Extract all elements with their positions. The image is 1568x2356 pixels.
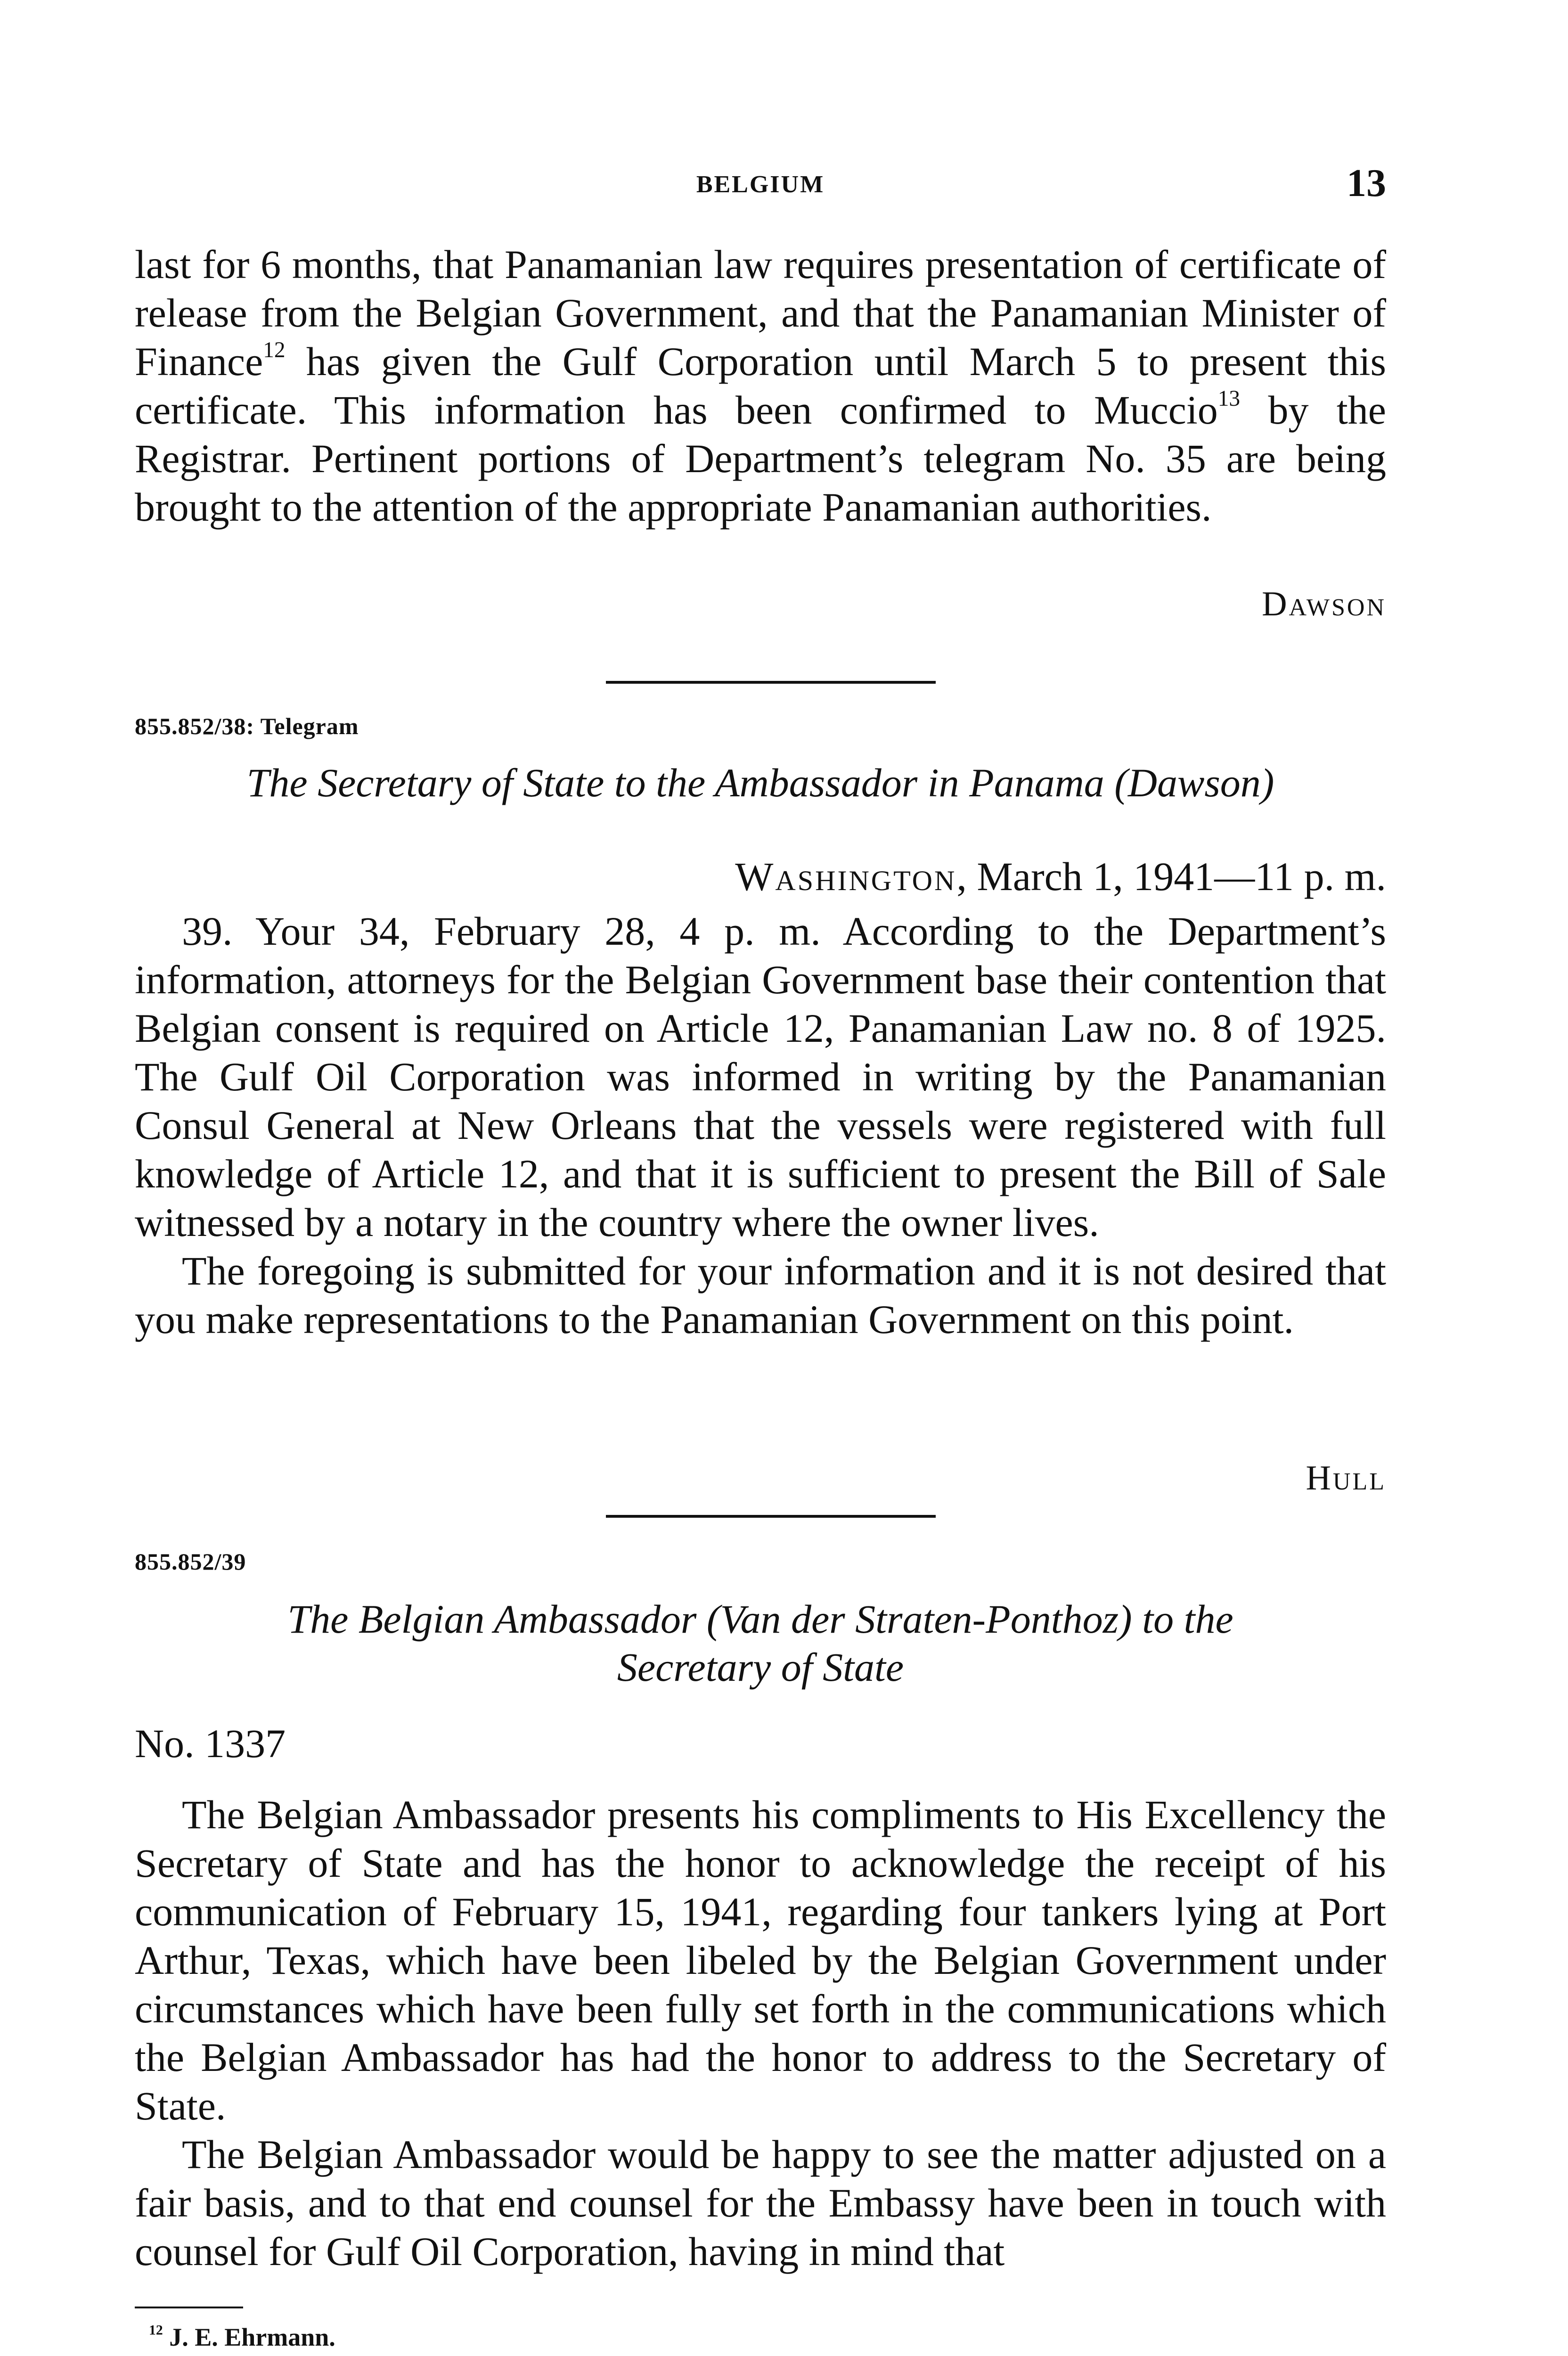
- document-title: [135, 1595, 1386, 1691]
- footnote-text: J. E. Ehrmann.: [169, 2323, 335, 2351]
- document-title-line-2: Secretary of State: [617, 1644, 904, 1690]
- continuation-part-2: has given the Gulf Corporation until March 5 to present this certificate. This information has been confirmed to Muccio: [135, 339, 1386, 433]
- footnote-ref-13: 13: [1217, 386, 1241, 411]
- footnote-13: [149, 2354, 772, 2356]
- dateline: [735, 853, 1386, 900]
- page-header: [135, 160, 1386, 212]
- note-body: [135, 1791, 1386, 2276]
- signature-dawson: Dawson: [1262, 585, 1386, 623]
- continuation-paragraph: [135, 240, 1386, 532]
- footnote-ref-12: 12: [263, 338, 286, 363]
- dateline-place: Washington: [735, 854, 957, 899]
- body-paragraph: The Belgian Ambassador presents his compliments to His Excellency the Secretary of State and has the honor to acknowledge the receipt of his communication of February 15, 1941, regarding four tankers lying at Port Arthur, Texas, which have been libeled by the Belgian Government under circumstances which have been fully set forth in the communications which the Belgian Ambassador has had the honor to address to the Secretary of State.: [135, 1792, 1386, 2128]
- page-number: 13: [1347, 161, 1386, 205]
- footnote-12: [149, 2321, 335, 2354]
- footnote-mark: 12: [149, 2323, 163, 2338]
- footnote-divider: [135, 2307, 243, 2308]
- section-divider: [606, 681, 936, 684]
- body-paragraph: The Belgian Ambassador would be happy to see the matter adjusted on a fair basis, and to that end counsel for the Embassy have been in touch with counsel for Gulf Oil Corporation, having in mind that: [135, 2132, 1386, 2274]
- body-paragraph: 39. Your 34, February 28, 4 p. m. According to the Department’s information, attorneys for the Belgian Government base their contention that Belgian consent is required on Article 12, Panamanian Law no. 8 of 1925. The Gulf Oil Corporation was informed in writing by the Panamanian Consul General at New Orleans that the vessels were registered with full knowledge of Article 12, and that it is sufficient to present the Bill of Sale witnessed by a notary in the country where the owner lives.: [135, 908, 1386, 1245]
- signature-hull: Hull: [1306, 1459, 1386, 1497]
- continuation-part-1: last for 6 months, that Panamanian law requires presentation of certificate of release from the Belgian Government, and that the Panamanian Minister of Finance: [135, 242, 1386, 384]
- continuation-part-3: by the Registrar. Pertinent portions of Department’s telegram No. 35 are being brought to the attention of the appropriate Panamanian authorities.: [135, 387, 1386, 530]
- telegram-body: [135, 907, 1386, 1344]
- file-number: 855.852/38: Telegram: [135, 713, 359, 739]
- section-divider: [606, 1515, 936, 1518]
- document-title: The Secretary of State to the Ambassador in Panama (Dawson): [246, 760, 1274, 805]
- dateline-date: , March 1, 1941—11 p. m.: [956, 854, 1386, 899]
- continuation-text: [135, 240, 1386, 532]
- document-page: [135, 0, 1386, 2356]
- running-title: BELGIUM: [696, 171, 825, 198]
- body-paragraph: The foregoing is submitted for your information and it is not desired that you make representations to the Panamanian Government on this point.: [135, 1248, 1386, 1342]
- document-number: No. 1337: [135, 1721, 286, 1766]
- file-number: 855.852/39: [135, 1548, 246, 1575]
- document-title-line-1: The Belgian Ambassador (Van der Straten-Ponthoz) to the: [287, 1596, 1233, 1642]
